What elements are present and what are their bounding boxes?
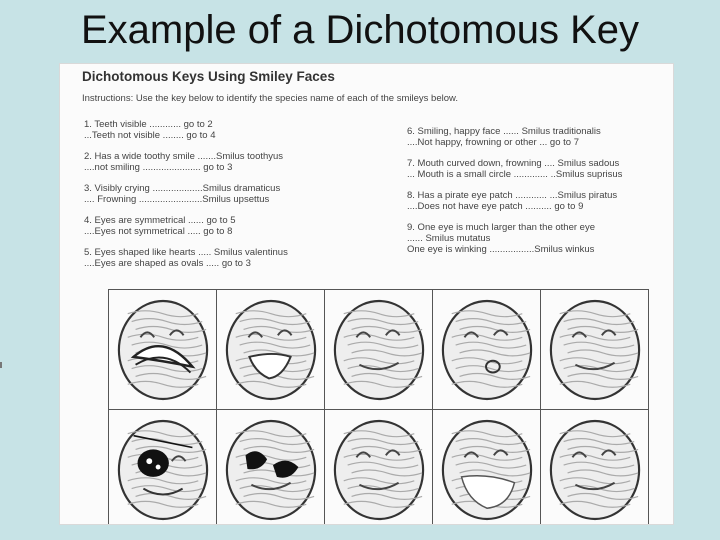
margin-mark xyxy=(0,362,2,368)
eye-patch xyxy=(137,449,168,476)
smiley-cell xyxy=(325,290,433,410)
slide-title: Example of a Dichotomous Key xyxy=(80,8,640,52)
key-step xyxy=(84,183,288,205)
key-line: ....Eyes not symmetrical ..... go to 8 xyxy=(84,226,233,237)
key-line: 8. Has a pirate eye patch ............ ...Smilus piratus xyxy=(407,190,618,201)
key-line: 1. Teeth visible ............ go to 2 xyxy=(84,119,213,130)
smiley-cell xyxy=(217,410,325,524)
patch-spot xyxy=(155,464,160,469)
scanned-worksheet xyxy=(60,64,673,524)
worksheet-heading: Dichotomous Keys Using Smiley Faces xyxy=(82,69,335,84)
key-step xyxy=(84,151,288,173)
smiley-face-drawing xyxy=(546,416,644,524)
smiley-face-drawing xyxy=(114,296,212,404)
key-line: ....Not happy, frowning or other ... go to 7 xyxy=(407,137,579,148)
key-line: 4. Eyes are symmetrical ...... go to 5 xyxy=(84,215,236,226)
smiley-cell xyxy=(541,290,649,410)
key-line: 9. One eye is much larger than the other eye xyxy=(407,222,595,233)
key-line: .... Frowning ........................Smilus upsettus xyxy=(84,194,270,205)
key-step xyxy=(407,222,622,255)
key-column-right xyxy=(407,126,622,265)
patch-spot xyxy=(146,458,152,464)
key-step xyxy=(84,215,288,237)
key-line: ....Does not have eye patch .......... go to 9 xyxy=(407,201,584,212)
smiley-cell xyxy=(109,410,217,524)
smiley-face-drawing xyxy=(330,416,428,524)
key-line: ...... Smilus mutatus xyxy=(407,233,491,244)
key-line: 6. Smiling, happy face ...... Smilus traditionalis xyxy=(407,126,601,137)
key-line: ....Eyes are shaped as ovals ..... go to 3 xyxy=(84,258,251,269)
smiley-cell xyxy=(109,290,217,410)
key-line: ...Teeth not visible ........ go to 4 xyxy=(84,130,216,141)
smiley-cell xyxy=(217,290,325,410)
key-line: One eye is winking .................Smilus winkus xyxy=(407,244,595,255)
smiley-cell xyxy=(325,410,433,524)
key-step xyxy=(84,119,288,141)
key-line: 2. Has a wide toothy smile .......Smilus toothyus xyxy=(84,151,284,162)
key-step xyxy=(407,126,622,148)
key-line: ... Mouth is a small circle ............. ..Smilus suprisus xyxy=(407,169,623,180)
smiley-face-drawing xyxy=(222,416,320,524)
key-step xyxy=(84,247,288,269)
key-line: 3. Visibly crying ...................Smilus dramaticus xyxy=(84,183,281,194)
key-line: ....not smiling ...................... go to 3 xyxy=(84,162,233,173)
key-line: 5. Eyes shaped like hearts ..... Smilus valentinus xyxy=(84,247,288,258)
key-step xyxy=(407,158,622,180)
smiley-face-drawing xyxy=(330,296,428,404)
smiley-grid xyxy=(108,289,649,524)
smiley-face-drawing xyxy=(438,296,536,404)
worksheet-instructions: Instructions: Use the key below to identify the species name of each of the smileys below. xyxy=(82,93,458,104)
smiley-face-drawing xyxy=(438,416,536,524)
smiley-face-drawing xyxy=(114,416,212,524)
smiley-face-drawing xyxy=(222,296,320,404)
smiley-cell xyxy=(541,410,649,524)
smiley-face-drawing xyxy=(546,296,644,404)
smiley-cell xyxy=(433,410,541,524)
key-column-left xyxy=(84,119,288,279)
key-line: 7. Mouth curved down, frowning .... Smilus sadous xyxy=(407,158,620,169)
key-step xyxy=(407,190,622,212)
smiley-cell xyxy=(433,290,541,410)
